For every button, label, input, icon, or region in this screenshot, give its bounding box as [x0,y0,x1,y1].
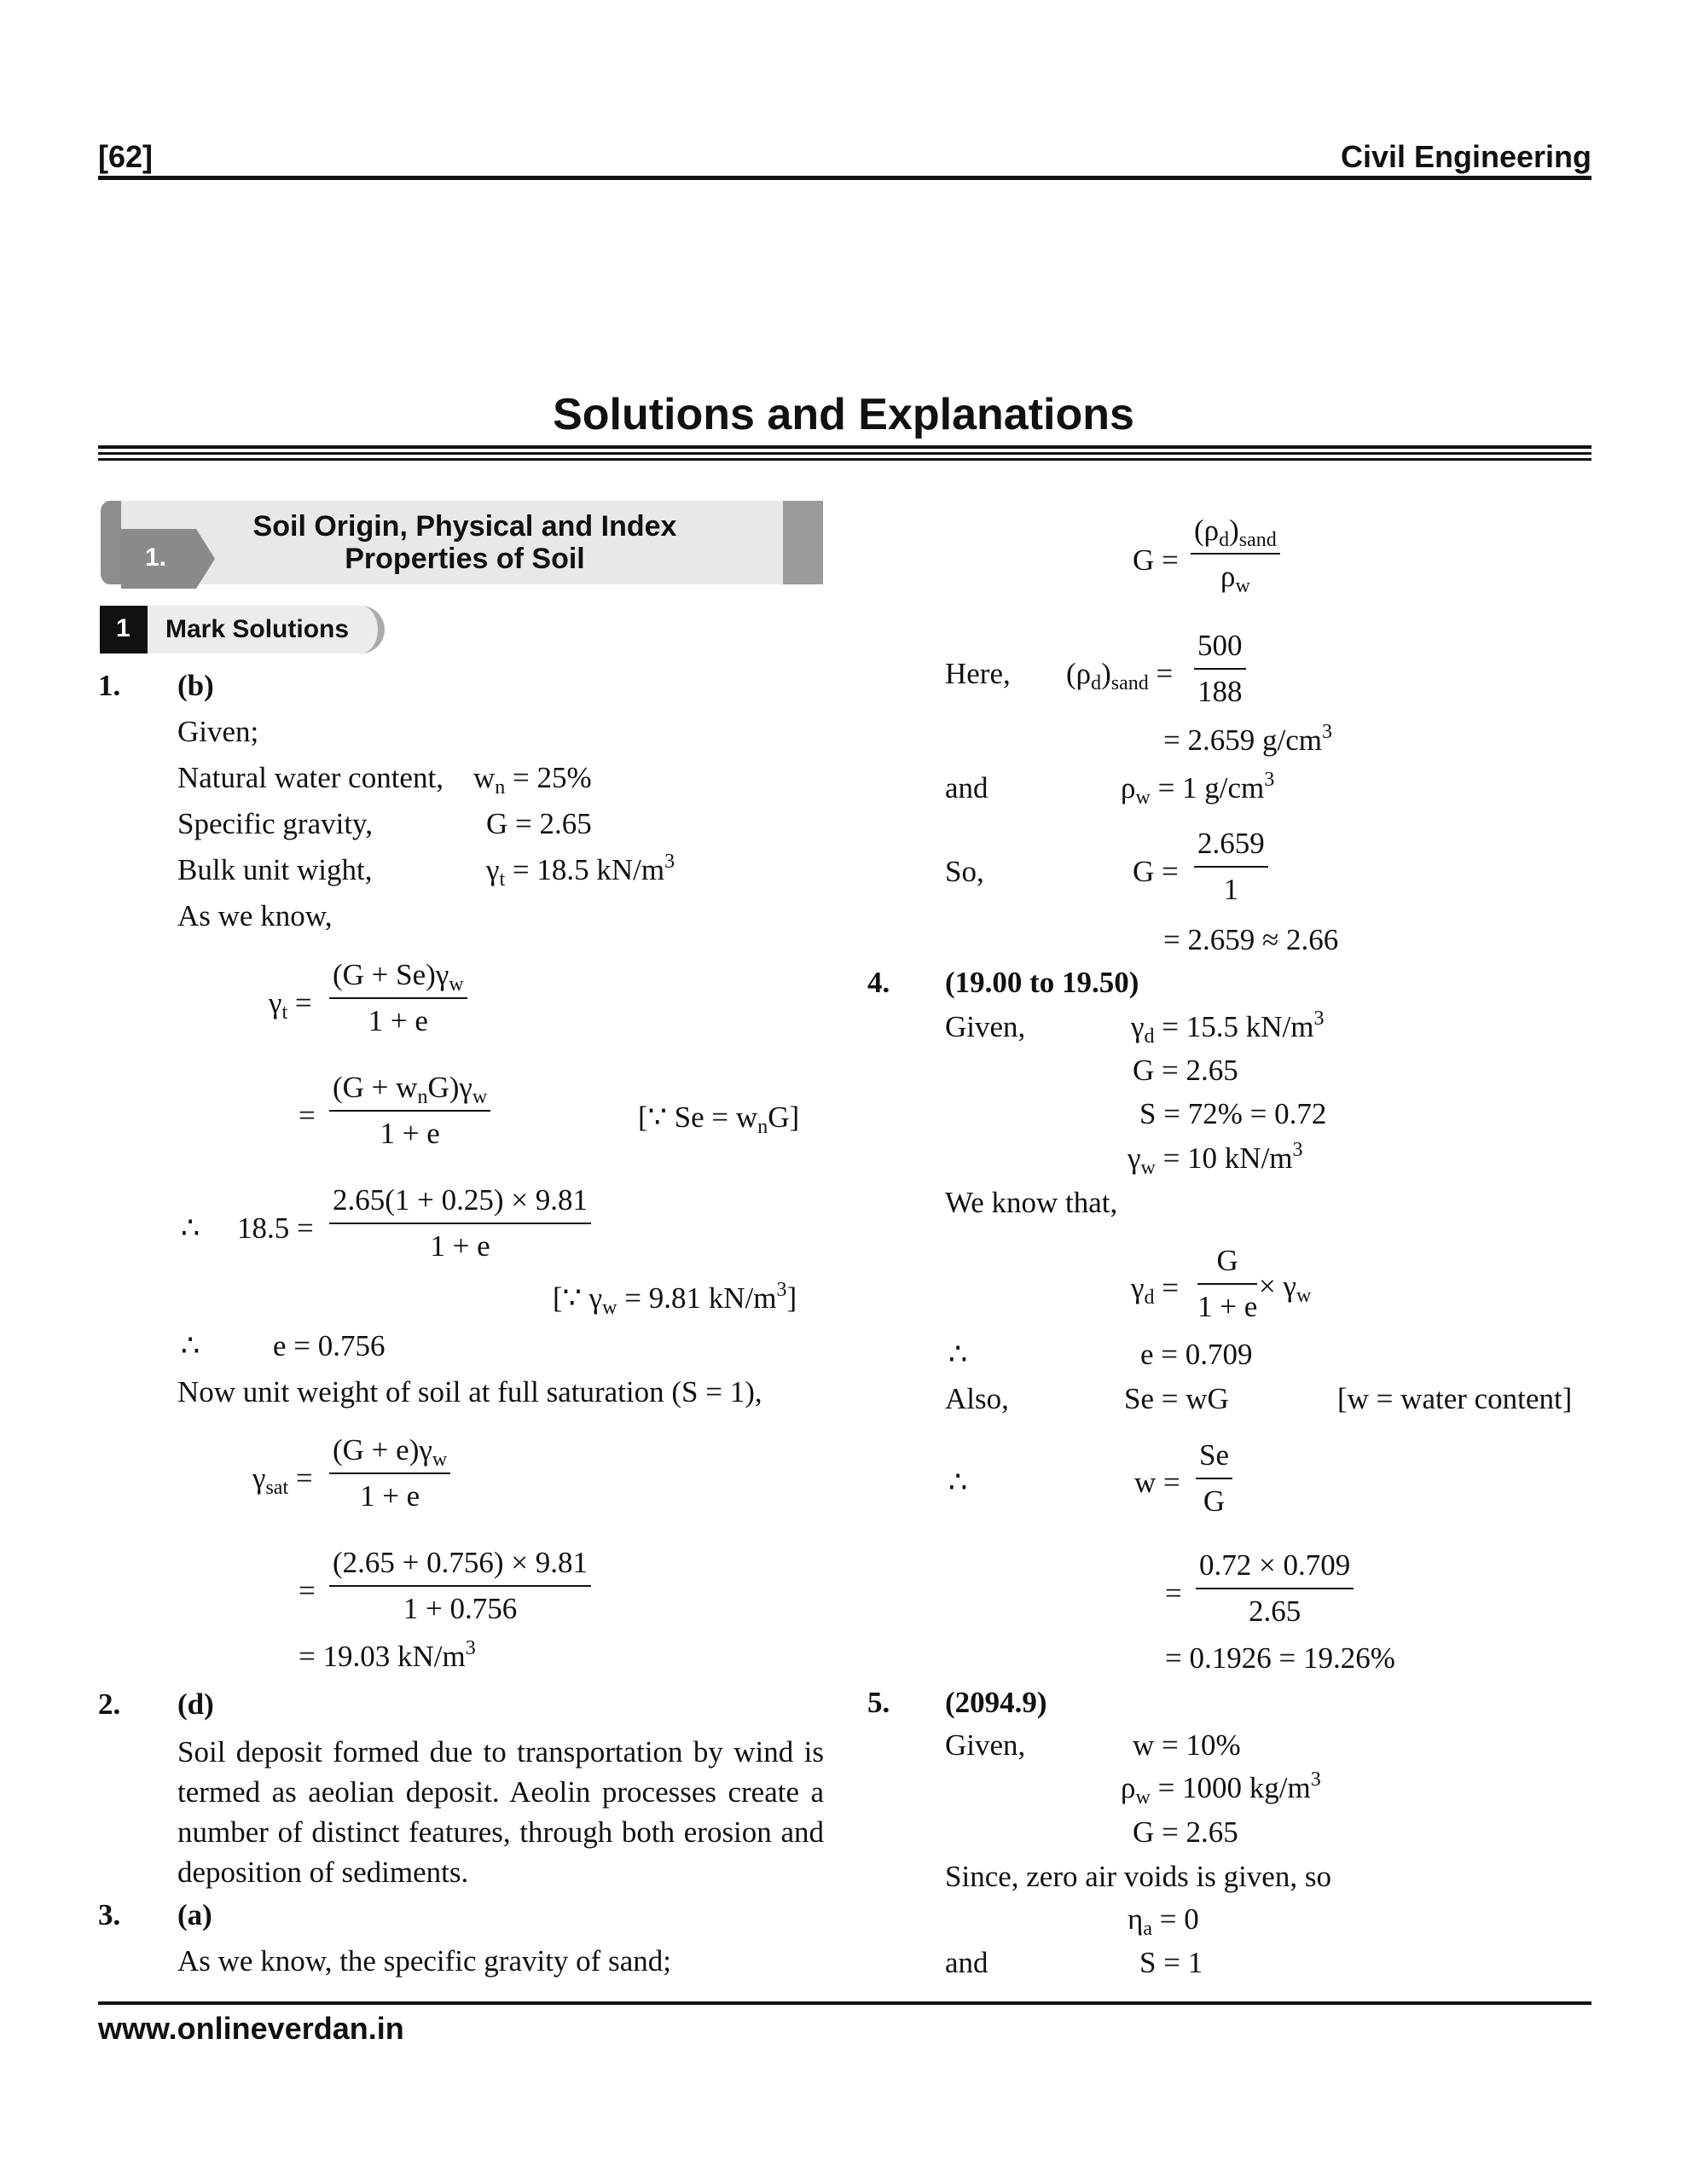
q1-eq1-lhs: $\gamma_t$ = [269,986,312,1024]
q4-se-note: [w = water content] [1337,1382,1573,1415]
q4-number: 4. [867,966,890,999]
q4-e-therefore: ∴ [948,1338,968,1371]
q3-so-lhs: G = [1133,855,1179,888]
header-rule [98,176,1591,180]
q5-number: 5. [867,1686,890,1719]
q2-number: 2. [98,1687,121,1721]
q3-here-lhs: $(\rho_d)_{sand}$ = [1066,657,1174,694]
q3-here: Here, [945,657,1011,690]
q3-number: 3. [98,1898,121,1931]
chapter-arrow-icon [121,529,215,589]
marks-badge-number: 1 [116,614,130,642]
q5-given: Given, [945,1728,1026,1762]
q1-wn-label: Natural water content, [177,761,443,794]
footer-rule [98,2001,1591,2005]
chapter-banner-accent [783,501,823,584]
q1-result: = 19.03 $kN/m^3$ [299,1637,476,1673]
q1-eq3-fraction: $\frac{2.65(1 + 0.25) \times 9.81}{1 + e}$ [329,1183,591,1263]
scroll-curl-icon [101,501,121,584]
q1-sat2-eq: = [299,1574,316,1607]
q1-sat2-fraction: $\frac{(2.65 + 0.756) \times 9.81}{1 + 0.756}$ [329,1546,591,1626]
q4-answer: (19.00 to 19.50) [945,966,1139,999]
q1-e-value: e = 0.756 [273,1329,386,1362]
q1-e-therefore: ∴ [181,1329,200,1362]
q5-g: G = 2.65 [1133,1815,1238,1849]
q3-final: = 2.659 ≈ 2.66 [1163,923,1339,956]
title-rule-bottom [98,458,1591,461]
q1-sat-lhs: $\gamma_{sat}$ = [252,1461,313,1499]
q4-eq-tail: × $\gamma_w$ [1259,1269,1312,1307]
q3-here-fraction: $\frac{500}{188}$ [1194,629,1246,709]
page-number: [62] [98,139,154,174]
q1-number: 1. [98,669,121,702]
q3-so: So, [945,855,984,888]
q4-w3: = 0.1926 = 19.26% [1165,1641,1395,1675]
q1-eq2-eq: = [299,1099,316,1132]
q5-zav: Since, zero air voids is given, so [945,1860,1331,1893]
q4-se: Se = wG [1124,1382,1229,1415]
q5-rhow: $\rho_w = 1000$ $kg/m^3$ [1121,1769,1321,1809]
q2-answer: (d) [177,1687,214,1721]
q3-intro: As we know, the specific gravity of sand; [177,1944,671,1978]
q4-gd: $\gamma_d = 15.5$ $kN/m^3$ [1131,1008,1325,1048]
q4-w2-fraction: $\frac{0.72 \times 0.709}{2.65}$ [1196,1548,1354,1629]
q4-eq-fraction: $\frac{G}{1 + e}$ [1197,1244,1258,1323]
q3-density: = 2.659 $g/cm^3$ [1163,721,1332,757]
q3-answer: (a) [177,1898,212,1931]
q5-w: w = 10% [1133,1728,1241,1762]
q1-eq2-fraction: $(G + w_nG)\gamma_w$ 1 + e [329,1071,490,1151]
q4-gw: $\gamma_w = 10$ $kN/m^3$ [1128,1139,1303,1179]
q4-s: S = 72% = 0.72 [1139,1097,1327,1130]
q1-saturation-text: Now unit weight of soil at full saturation (S = 1), [177,1375,762,1409]
q1-eq1-fraction: $\frac{(G + Se)\gamma_w}{1 + e}$ [329,958,467,1038]
page-title: Solutions and Explanations [553,390,1134,439]
q1-eq3-lhs: 18.5 = [237,1211,314,1245]
q4-g: G = 2.65 [1133,1054,1238,1087]
q5-na: $\eta_a = 0$ [1128,1902,1199,1940]
q4-e-value: e = 0.709 [1140,1338,1253,1371]
chapter-title: Soil Origin, Physical and Index Properties of Soil [252,510,677,575]
chapter-number: 1. [145,543,167,572]
q4-given: Given, [945,1010,1026,1043]
q4-eq-lhs: $\gamma_d$ = [1131,1271,1179,1309]
q1-eq2-note: [∵ $Se = w_nG$] [638,1101,800,1138]
q1-g-label: Specific gravity, [177,807,374,840]
q1-g-value: G = 2.65 [486,807,592,840]
q5-answer: (2094.9) [945,1686,1047,1719]
q1-sat-fraction: $\frac{(G + e)\gamma_w}{1 + e}$ [329,1433,450,1513]
q3-g-lhs: G = [1133,543,1179,577]
q1-wn-value: $w_n = 25\%$ [473,761,592,799]
section-tab-label: Mark Solutions [165,615,350,643]
q4-also: Also, [945,1382,1009,1415]
q1-answer: (b) [177,669,214,702]
q3-so-fraction: $\frac{2.659}{1}$ [1194,827,1268,907]
q5-and: and [945,1946,988,1979]
q1-know: As we know, [177,899,333,932]
subject-title: Civil Engineering [1340,139,1591,174]
q4-w-therefore: ∴ [948,1466,968,1499]
q3-rhow: $\rho_w = 1$ $g/cm^3$ [1121,769,1275,809]
q1-gt-label: Bulk unit wight, [177,853,373,886]
section-tab [148,606,385,653]
title-rule-top [98,445,1591,449]
q3-and: and [945,771,988,804]
q1-given: Given; [177,715,259,748]
q1-eq3-therefore: ∴ [181,1211,200,1245]
q1-gt-value: $\gamma_t = 18.5$ $kN/m^3$ [486,851,675,891]
marks-badge [100,606,148,653]
footer-website-link[interactable]: www.onlineverdan.in [98,2011,404,2046]
title-rule-middle [98,452,1591,455]
q4-w-lhs: w = [1134,1466,1180,1499]
q4-w-fraction: $\frac{Se}{G}$ [1196,1438,1232,1519]
q5-s: S = 1 [1139,1946,1203,1979]
q2-text: Soil deposit formed due to transportation by wind is termed as aeolian deposit. Aeolin processes create a number of distinct features, through both erosion and deposition of sediments. [177,1735,824,1889]
q3-g-fraction: $(\rho_d)_{sand}$ $\rho_w$ [1191,514,1280,594]
q4-w2-eq: = [1165,1577,1182,1610]
q1-eq3-note: [∵ $\gamma_w = 9.81$ $kN/m^3$] [553,1279,797,1319]
q4-know: We know that, [945,1186,1118,1219]
